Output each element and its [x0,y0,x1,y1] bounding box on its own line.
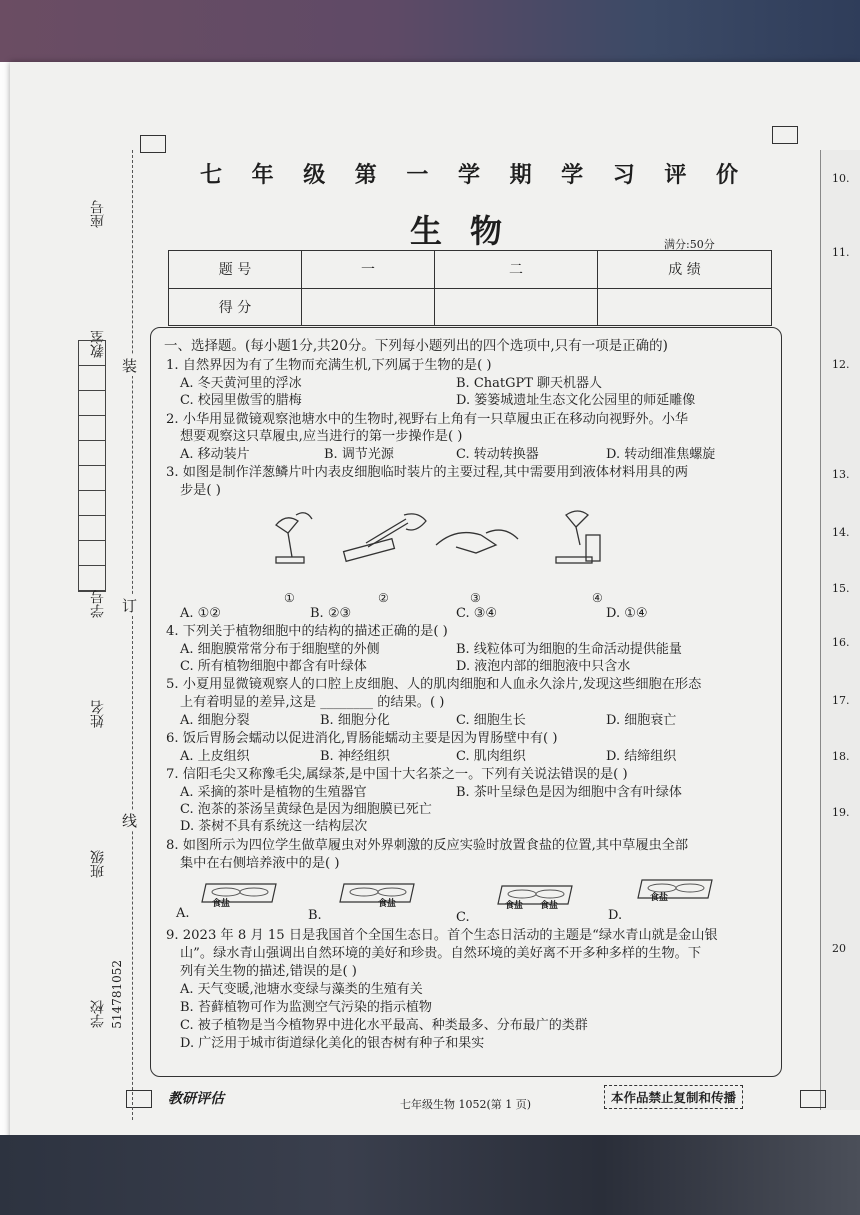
petri-slide-d [636,878,714,900]
score-header-cell: 成 绩 [598,251,772,289]
q9-stem-3: 列有关生物的描述,错误的是( ) [180,964,357,979]
corner-mark-right [772,126,798,144]
score-cell[interactable] [435,288,598,326]
binding-line [132,150,133,1120]
corner-mark-left [140,135,166,153]
title-char: 一 [406,162,431,188]
q8-stem-1: 8. 如图所示为四位学生做草履虫对外界刺激的反应实验时放置食盐的位置,其中草履虫全部 [166,838,689,853]
q5-stem-2: 上有着明显的差异,这是 ________ 的结果。( ) [180,695,445,710]
right-page-q15: 15. [832,582,850,595]
name-label: 姓名 [90,700,106,728]
q3-fig-label-4: ④ [592,591,603,605]
q5-stem-1: 5. 小夏用显微镜观察人的口腔上皮细胞、人的肌肉细胞和人血永久涂片,发现这些细胞在形态 [166,677,702,692]
class-label: 班级 [90,850,106,878]
q5-option-c[interactable]: C. 细胞生长 [456,713,526,728]
q1-option-d[interactable]: D. 篓篓城遗址生态文化公园里的师延雕像 [456,393,696,408]
q8-salt-label-a: 食盐 [212,899,231,909]
q3-stem-2: 步是( ) [180,483,221,498]
corner-mark-bottom-left [126,1090,152,1108]
q9-option-a[interactable]: A. 天气变暖,池塘水变绿与藻类的生殖有关 [180,982,423,997]
q1-stem: 1. 自然界因为有了生物而充满生机,下列属于生物的是( ) [166,358,492,373]
score-header-cell: 二 [435,251,598,289]
q7-stem: 7. 信阳毛尖又称豫毛尖,属绿茶,是中国十大名茶之一。下列有关说法错误的是( ) [166,767,628,782]
coverslip-icon [436,530,518,553]
slide-preparation-figure [256,505,636,590]
right-page-q10: 10. [832,172,850,185]
q2-option-a[interactable]: A. 移动装片 [180,447,250,462]
bind-word-3: 线 [122,812,138,830]
q9-stem-1: 9. 2023 年 8 月 15 日是我国首个全国生态日。首个生态日活动的主题是“绿水青山就是金山银 [166,928,718,943]
q6-option-c[interactable]: C. 肌肉组织 [456,749,526,764]
right-page-q17: 17. [832,694,850,707]
corner-mark-bottom-right [800,1090,826,1108]
q6-stem: 6. 饭后胃肠会蠕动以促进消化,胃肠能蠕动主要是因为胃肠壁中有( ) [166,731,558,746]
q3-fig-label-3: ③ [470,591,481,605]
q4-option-c[interactable]: C. 所有植物细胞中都含有叶绿体 [180,659,367,674]
title-char: 学 [457,162,482,188]
student-id-grid[interactable] [78,340,106,592]
footer-publisher-label: 教研评估 [168,1091,224,1107]
bind-word-1: 装 [122,357,138,375]
school-label: 学校 [90,1000,106,1028]
section-title: 一、选择题。(每小题1分,共20分。下列每小题列出的四个选项中,只有一项是正确的) [164,338,668,354]
title-char: 期 [509,162,534,188]
q4-option-b[interactable]: B. 线粒体可为细胞的生命活动提供能量 [456,642,682,657]
score-row-label: 得 分 [169,288,302,326]
q9-option-c[interactable]: C. 被子植物是当今植物界中进化水平最高、种类最多、分布最广的类群 [180,1018,588,1033]
score-header-cell: 一 [302,251,435,289]
title-char: 习 [612,162,637,188]
q1-option-b[interactable]: B. ChatGPT 聊天机器人 [456,376,603,391]
right-page-q20: 20 [832,942,846,955]
room-label: 教室 [90,330,106,358]
title-char: 价 [715,162,740,188]
title-char: 级 [303,162,328,188]
dropper-icon [276,513,312,563]
q9-option-b[interactable]: B. 苔藓植物可作为监测空气污染的指示植物 [180,1000,432,1015]
score-cell[interactable] [302,288,435,326]
bind-word-2: 订 [122,597,138,615]
q3-option-b[interactable]: B. ②③ [310,606,352,621]
q8-salt-label-d: 食盐 [650,893,669,903]
q3-option-a[interactable]: A. ①② [180,606,221,621]
title-char: 第 [354,162,379,188]
q2-option-b[interactable]: B. 调节光源 [324,447,394,462]
stain-dropper-icon [556,511,600,563]
q8-salt-label-c1: 食盐 [505,901,524,911]
seat-label: 座号 [90,200,106,228]
q2-stem-1: 2. 小华用显微镜观察池塘水中的生物时,视野右上角有一只草履虫正在移动向视野外。小华 [166,412,689,427]
petri-slide-b [338,882,416,904]
q8-option-d[interactable]: D. [608,908,623,923]
q7-option-b[interactable]: B. 茶叶呈绿色是因为细胞中含有叶绿体 [456,785,682,800]
q5-option-d[interactable]: D. 细胞衰亡 [606,713,677,728]
score-cell[interactable] [598,288,772,326]
title-char: 评 [664,162,689,188]
q6-option-d[interactable]: D. 结缔组织 [606,749,677,764]
q8-salt-label-b: 食盐 [378,899,397,909]
q6-option-b[interactable]: B. 神经组织 [320,749,390,764]
right-page-q18: 18. [832,750,850,763]
right-page-q13: 13. [832,468,850,481]
q6-option-a[interactable]: A. 上皮组织 [180,749,250,764]
q7-option-a[interactable]: A. 采摘的茶叶是植物的生殖器官 [180,785,367,800]
q2-option-c[interactable]: C. 转动转换器 [456,447,539,462]
q8-stem-2: 集中在右侧培养液中的是( ) [180,856,340,871]
q8-option-c[interactable]: C. [456,910,470,925]
right-page-q12: 12. [832,358,850,371]
q4-option-d[interactable]: D. 液泡内部的细胞液中只含水 [456,659,631,674]
forceps-icon [344,514,426,561]
right-page-q14: 14. [832,526,850,539]
q3-option-c[interactable]: C. ③④ [456,606,498,621]
score-table [168,250,772,326]
q1-option-c[interactable]: C. 校园里傲雪的腊梅 [180,393,302,408]
photo-background-bottom [0,1135,860,1215]
q3-option-d[interactable]: D. ①④ [606,606,648,621]
q5-option-a[interactable]: A. 细胞分裂 [180,713,250,728]
exam-title [200,158,740,189]
q4-stem: 4. 下列关于植物细胞中的结构的描述正确的是( ) [166,624,448,639]
subject-title: 生物 [410,212,531,250]
q1-option-a[interactable]: A. 冬天黄河里的浮冰 [180,376,302,391]
q2-stem-2: 想要观察这只草履虫,应当进行的第一步操作是( ) [180,429,463,444]
student-no-label: 学号 [90,590,106,618]
right-page-q16: 16. [832,636,850,649]
footer-page-code: 七年级生物 1052(第 1 页) [400,1098,532,1111]
q5-option-b[interactable]: B. 细胞分化 [320,713,390,728]
q3-fig-label-2: ② [378,591,389,605]
q9-option-d[interactable]: D. 广泛用于城市街道绿化美化的银杏树有种子和果实 [180,1036,485,1051]
copyright-notice: 本作品禁止复制和传播 [604,1085,743,1109]
q2-option-d[interactable]: D. 转动细准焦螺旋 [606,447,716,462]
q9-stem-2: 山”。绿水青山强调出自然环境的美好和珍贵。自然环境的美好离不开多种多样的生物。下 [180,946,702,961]
score-header-cell: 题 号 [169,251,302,289]
q8-salt-label-c2: 食盐 [540,901,559,911]
q8-option-b[interactable]: B. [308,908,322,923]
q4-option-a[interactable]: A. 细胞膜常常分布于细胞壁的外侧 [180,642,380,657]
q7-option-c[interactable]: C. 泡茶的茶汤呈黄绿色是因为细胞膜已死亡 [180,802,432,817]
q8-option-a[interactable]: A. [176,906,190,921]
paper-code: 514781052 [110,960,124,1029]
title-char: 年 [251,162,276,188]
full-score-label: 满分:50分 [664,238,715,251]
title-char: 学 [561,162,586,188]
q3-stem-1: 3. 如图是制作洋葱鳞片叶内表皮细胞临时装片的主要过程,其中需要用到液体材料用具的两 [166,465,689,480]
right-page-q19: 19. [832,806,850,819]
q3-fig-label-1: ① [284,591,295,605]
photo-background-top [0,0,860,62]
title-char: 七 [200,162,225,188]
q7-option-d[interactable]: D. 茶树不具有系统这一结构层次 [180,819,368,834]
next-page-edge [820,150,860,1110]
right-page-q11: 11. [832,246,850,259]
